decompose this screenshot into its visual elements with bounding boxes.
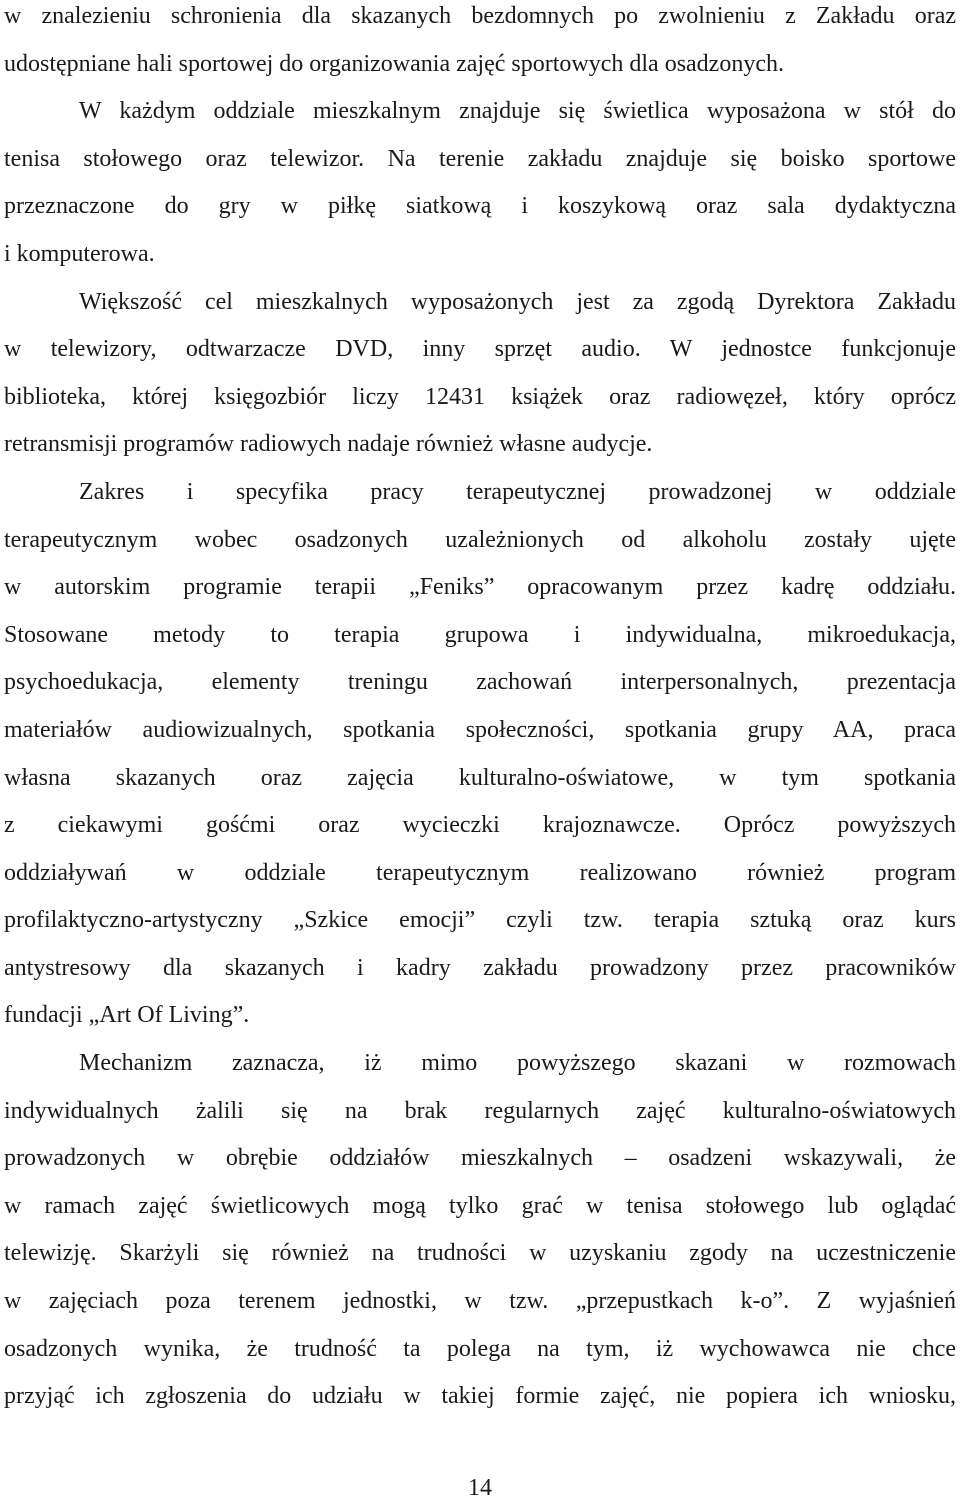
text-line: tenisa stołowego oraz telewizor. Na terenie zakładu znajduje się boisko sportowe: [4, 145, 956, 172]
text-line: oddziaływań w oddziale terapeutycznym realizowano również program: [4, 859, 956, 886]
text-line: terapeutycznym wobec osadzonych uzależnionych od alkoholu zostały ujęte: [4, 526, 956, 553]
text-line: materiałów audiowizualnych, spotkania społeczności, spotkania grupy AA, praca: [4, 716, 956, 743]
text-line: przeznaczone do gry w piłkę siatkową i koszykową oraz sala dydaktyczna: [4, 193, 956, 220]
text-line: w znalezieniu schronienia dla skazanych bezdomnych po zwolnieniu z Zakładu oraz: [4, 3, 956, 29]
text-line: własna skazanych oraz zajęcia kulturalno-oświatowe, w tym spotkania: [4, 764, 956, 791]
text-line: w telewizory, odtwarzacze DVD, inny sprzęt audio. W jednostce funkcjonuje: [4, 336, 956, 363]
text-line: osadzonych wynika, że trudność ta polega na tym, iż wychowawca nie chce: [4, 1335, 956, 1362]
text-line: Stosowane metody to terapia grupowa i indywidualna, mikroedukacja,: [4, 621, 956, 648]
text-line: w autorskim programie terapii „Feniks” opracowanym przez kadrę oddziału.: [4, 574, 956, 601]
text-line: prowadzonych w obrębie oddziałów mieszkalnych – osadzeni wskazywali, że: [4, 1145, 956, 1172]
text-line: udostępniane hali sportowej do organizowania zajęć sportowych dla osadzonych.: [4, 50, 784, 77]
text-line: Zakres i specyfika pracy terapeutycznej prowadzonej w oddziale: [79, 478, 956, 505]
text-line: przyjąć ich zgłoszenia do udziału w takiej formie zajęć, nie popiera ich wniosku,: [4, 1383, 956, 1410]
text-line: psychoedukacja, elementy treningu zachowań interpersonalnych, prezentacja: [4, 669, 956, 696]
text-line: w zajęciach poza terenem jednostki, w tzw. „przepustkach k-o”. Z wyjaśnień: [4, 1288, 956, 1315]
text-line: indywidualnych żalili się na brak regularnych zajęć kulturalno-oświatowych: [4, 1097, 956, 1124]
text-line: fundacji „Art Of Living”.: [4, 1002, 250, 1029]
text-line: W każdym oddziale mieszkalnym znajduje się świetlica wyposażona w stół do: [79, 98, 956, 125]
text-line: w ramach zajęć świetlicowych mogą tylko grać w tenisa stołowego lub oglądać: [4, 1192, 956, 1219]
text-line: i komputerowa.: [4, 240, 155, 267]
page-number: 14: [468, 1475, 492, 1501]
document-page: [4, 0, 956, 1421]
text-line: telewizję. Skarżyli się również na trudności w uzyskaniu zgody na uczestniczenie: [4, 1240, 956, 1267]
text-line: antystresowy dla skazanych i kadry zakładu prowadzony przez pracowników: [4, 954, 956, 981]
text-line: retransmisji programów radiowych nadaje również własne audycje.: [4, 431, 653, 458]
text-line: z ciekawymi gośćmi oraz wycieczki krajoznawcze. Oprócz powyższych: [4, 812, 956, 839]
text-line: Większość cel mieszkalnych wyposażonych jest za zgodą Dyrektora Zakładu: [79, 288, 956, 315]
text-line: profilaktyczno-artystyczny „Szkice emocji” czyli tzw. terapia sztuką oraz kurs: [4, 907, 956, 934]
text-line: biblioteka, której księgozbiór liczy 12431 książek oraz radiowęzeł, który oprócz: [4, 383, 956, 410]
text-line: Mechanizm zaznacza, iż mimo powyższego skazani w rozmowach: [79, 1050, 956, 1077]
